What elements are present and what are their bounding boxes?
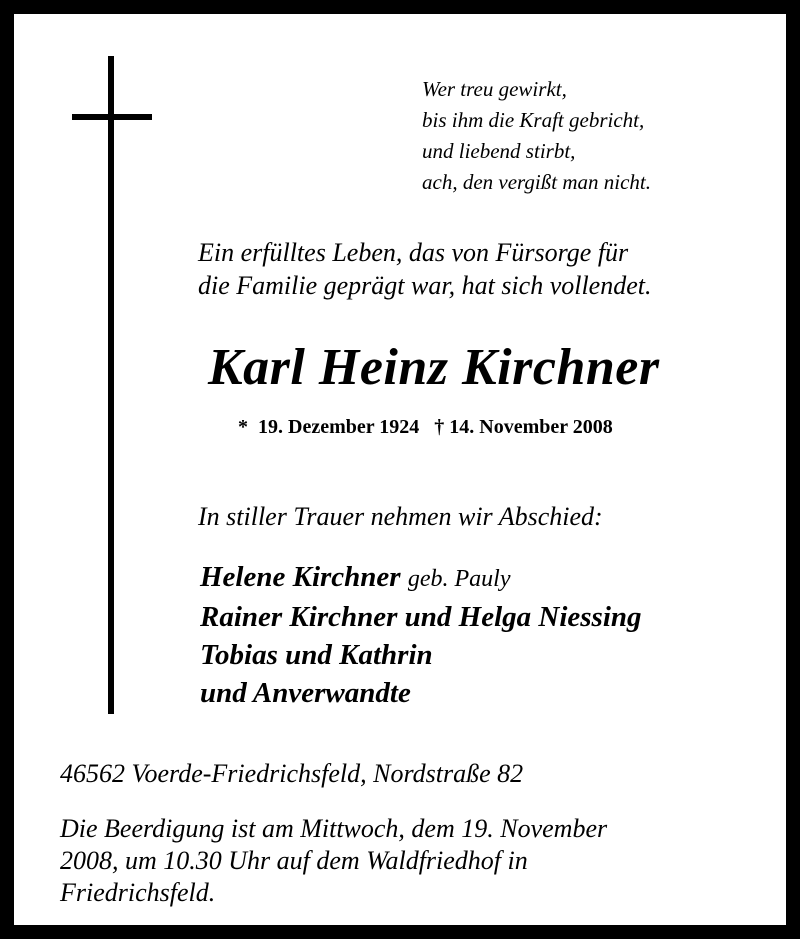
birth-date: * 19. Dezember 1924 [238,416,420,438]
mourning-text: In stiller Trauer nehmen wir Abschied: [198,502,603,531]
intro-text [198,236,652,302]
cross-bar [72,114,152,120]
family-line: und Anverwandte [200,677,411,709]
family-line: Tobias und Kathrin [200,639,433,671]
poem [422,74,651,198]
poem-line: ach, den vergißt man nicht. [422,170,652,194]
funeral-line: Die Beerdigung ist am Mittwoch, dem 19. November [60,814,608,843]
address: 46562 Voerde-Friedrichsfeld, Nordstraße 82 [60,759,524,788]
intro-line: die Familie geprägt war, hat sich vollendet. [198,271,652,300]
cross-icon [108,56,114,714]
death-date: † 14. November 2008 [434,416,613,438]
funeral-info [60,813,760,909]
poem-line: Wer treu gewirkt, [422,77,567,101]
poem-line: bis ihm die Kraft gebricht, [422,108,645,132]
family-line [200,558,642,598]
deceased-name: Karl Heinz Kirchner [208,339,660,396]
family-list [200,558,642,712]
family-line: Rainer Kirchner und Helga Niessing [200,601,642,633]
maiden-name-note: geb. Pauly [407,566,511,592]
poem-line: und liebend stirbt, [422,139,576,163]
intro-line: Ein erfülltes Leben, das von Fürsorge für [198,238,629,267]
funeral-line: 2008, um 10.30 Uhr auf dem Waldfriedhof in [60,846,528,875]
life-dates [238,413,613,441]
funeral-line: Friedrichsfeld. [60,878,216,907]
family-member-name: Helene Kirchner [200,561,401,593]
